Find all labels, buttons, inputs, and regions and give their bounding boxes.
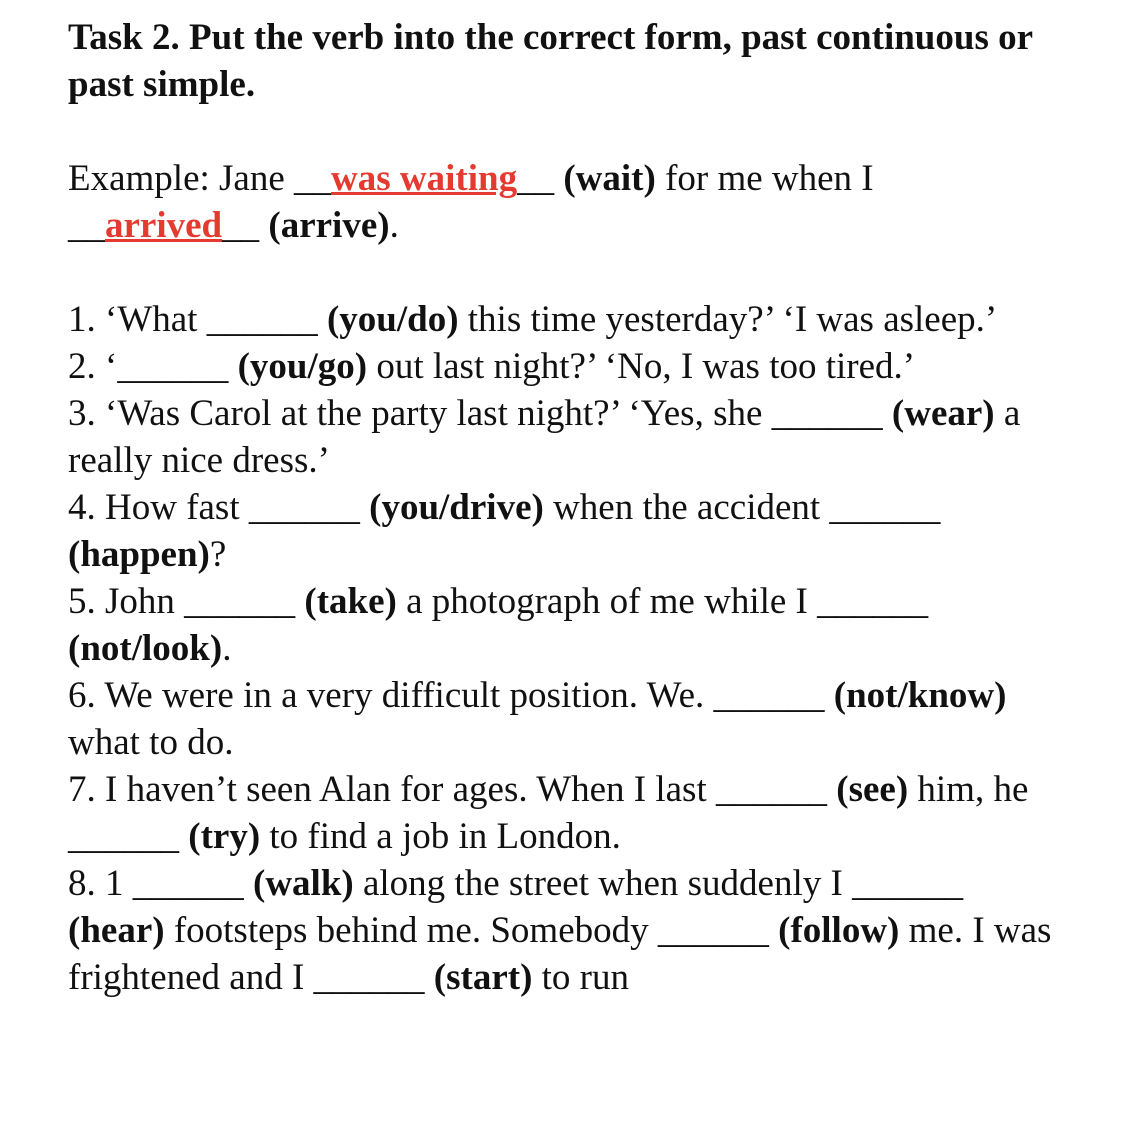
verb-prompt: (wear) [891,393,995,434]
verb-prompt: (happen) [68,534,210,575]
item-text: 2. ‘ [68,346,118,387]
example-underscore: __ [68,205,105,246]
example-lead: Example: Jane [68,158,295,199]
verb-prompt: (you/do) [326,299,459,340]
answer-blank[interactable]: ______ [117,346,229,387]
verb-prompt: (walk) [253,863,354,904]
verb-prompt: (you/go) [237,346,368,387]
item-text: what to do. [68,722,234,763]
example-answer-2: arrived [105,205,223,246]
item-text: 8. 1 [68,863,133,904]
verb-prompt: (try) [188,816,261,857]
answer-blank[interactable]: ______ [852,863,964,904]
item-text: to find a job in London. [260,816,621,857]
exercise-item-1 [68,296,1068,343]
answer-blank[interactable]: ______ [248,487,360,528]
item-text: this time yesterday?’ ‘I was asleep.’ [458,299,998,340]
verb-prompt: (start) [433,957,533,998]
verb-prompt: (not/know) [833,675,1007,716]
answer-blank[interactable]: ______ [829,487,941,528]
item-text: 4. How fast [68,487,249,528]
verb-prompt: (not/look) [68,628,223,669]
item-text: out last night?’ ‘No, I was too tired.’ [367,346,916,387]
answer-blank[interactable]: ______ [716,769,827,810]
verb-prompt: (hear) [68,910,165,951]
exercise-item-7 [68,766,1068,860]
item-text: 1. ‘What [68,299,207,340]
item-text: 5. John [68,581,185,622]
example-verb-1: (wait) [563,158,656,199]
exercise-item-6 [68,672,1068,766]
exercise-item-3 [68,390,1068,484]
example-underscore: __ [294,158,332,199]
answer-blank[interactable]: ______ [817,581,929,622]
verb-prompt: (see) [836,769,909,810]
example-underscore: __ [517,158,555,199]
answer-blank[interactable]: ______ [771,393,883,434]
item-text: me. I was frightened and I [68,910,1052,998]
answer-blank[interactable]: ______ [184,581,296,622]
exercise-item-2 [68,343,1068,390]
answer-blank[interactable]: ______ [657,910,769,951]
verb-prompt: (take) [304,581,397,622]
item-text: to run [532,957,630,998]
example-mid: for me when I [655,158,874,199]
item-text: 7. I haven’t seen Alan for ages. When I last [68,769,716,810]
item-text: him, he [908,769,1029,810]
exercise-item-4 [68,484,1068,578]
exercise-item-8 [68,860,1068,1001]
verb-prompt: (you/drive) [369,487,544,528]
worksheet [68,14,1068,1001]
item-text: along the street when suddenly I [353,863,853,904]
answer-blank[interactable]: ______ [713,675,825,716]
task-title: Task 2. Put the verb into the correct form, past continuous or past simple. [68,17,1033,105]
item-text: . [222,628,232,669]
verb-prompt: (follow) [778,910,900,951]
item-text: 6. We were in a very difficult position. We. [68,675,714,716]
item-text: a really nice dress.’ [68,393,1021,481]
exercise-item-5 [68,578,1068,672]
answer-blank[interactable]: ______ [68,816,179,857]
example-answer-1: was waiting [331,158,518,199]
example-underscore: __ [222,205,260,246]
item-text: a photograph of me while I [396,581,818,622]
answer-blank[interactable]: ______ [206,299,318,340]
item-text: ? [209,534,227,575]
example-end: . [389,205,399,246]
item-text: footsteps behind me. Somebody [164,910,658,951]
example-verb-2: (arrive) [268,205,390,246]
answer-blank[interactable]: ______ [132,863,244,904]
item-text: when the accident [543,487,830,528]
exercise-list [68,296,1068,1001]
answer-blank[interactable]: ______ [313,957,425,998]
example-sentence [68,155,1068,249]
item-text: 3. ‘Was Carol at the party last night?’ ‘Yes, she [68,393,772,434]
